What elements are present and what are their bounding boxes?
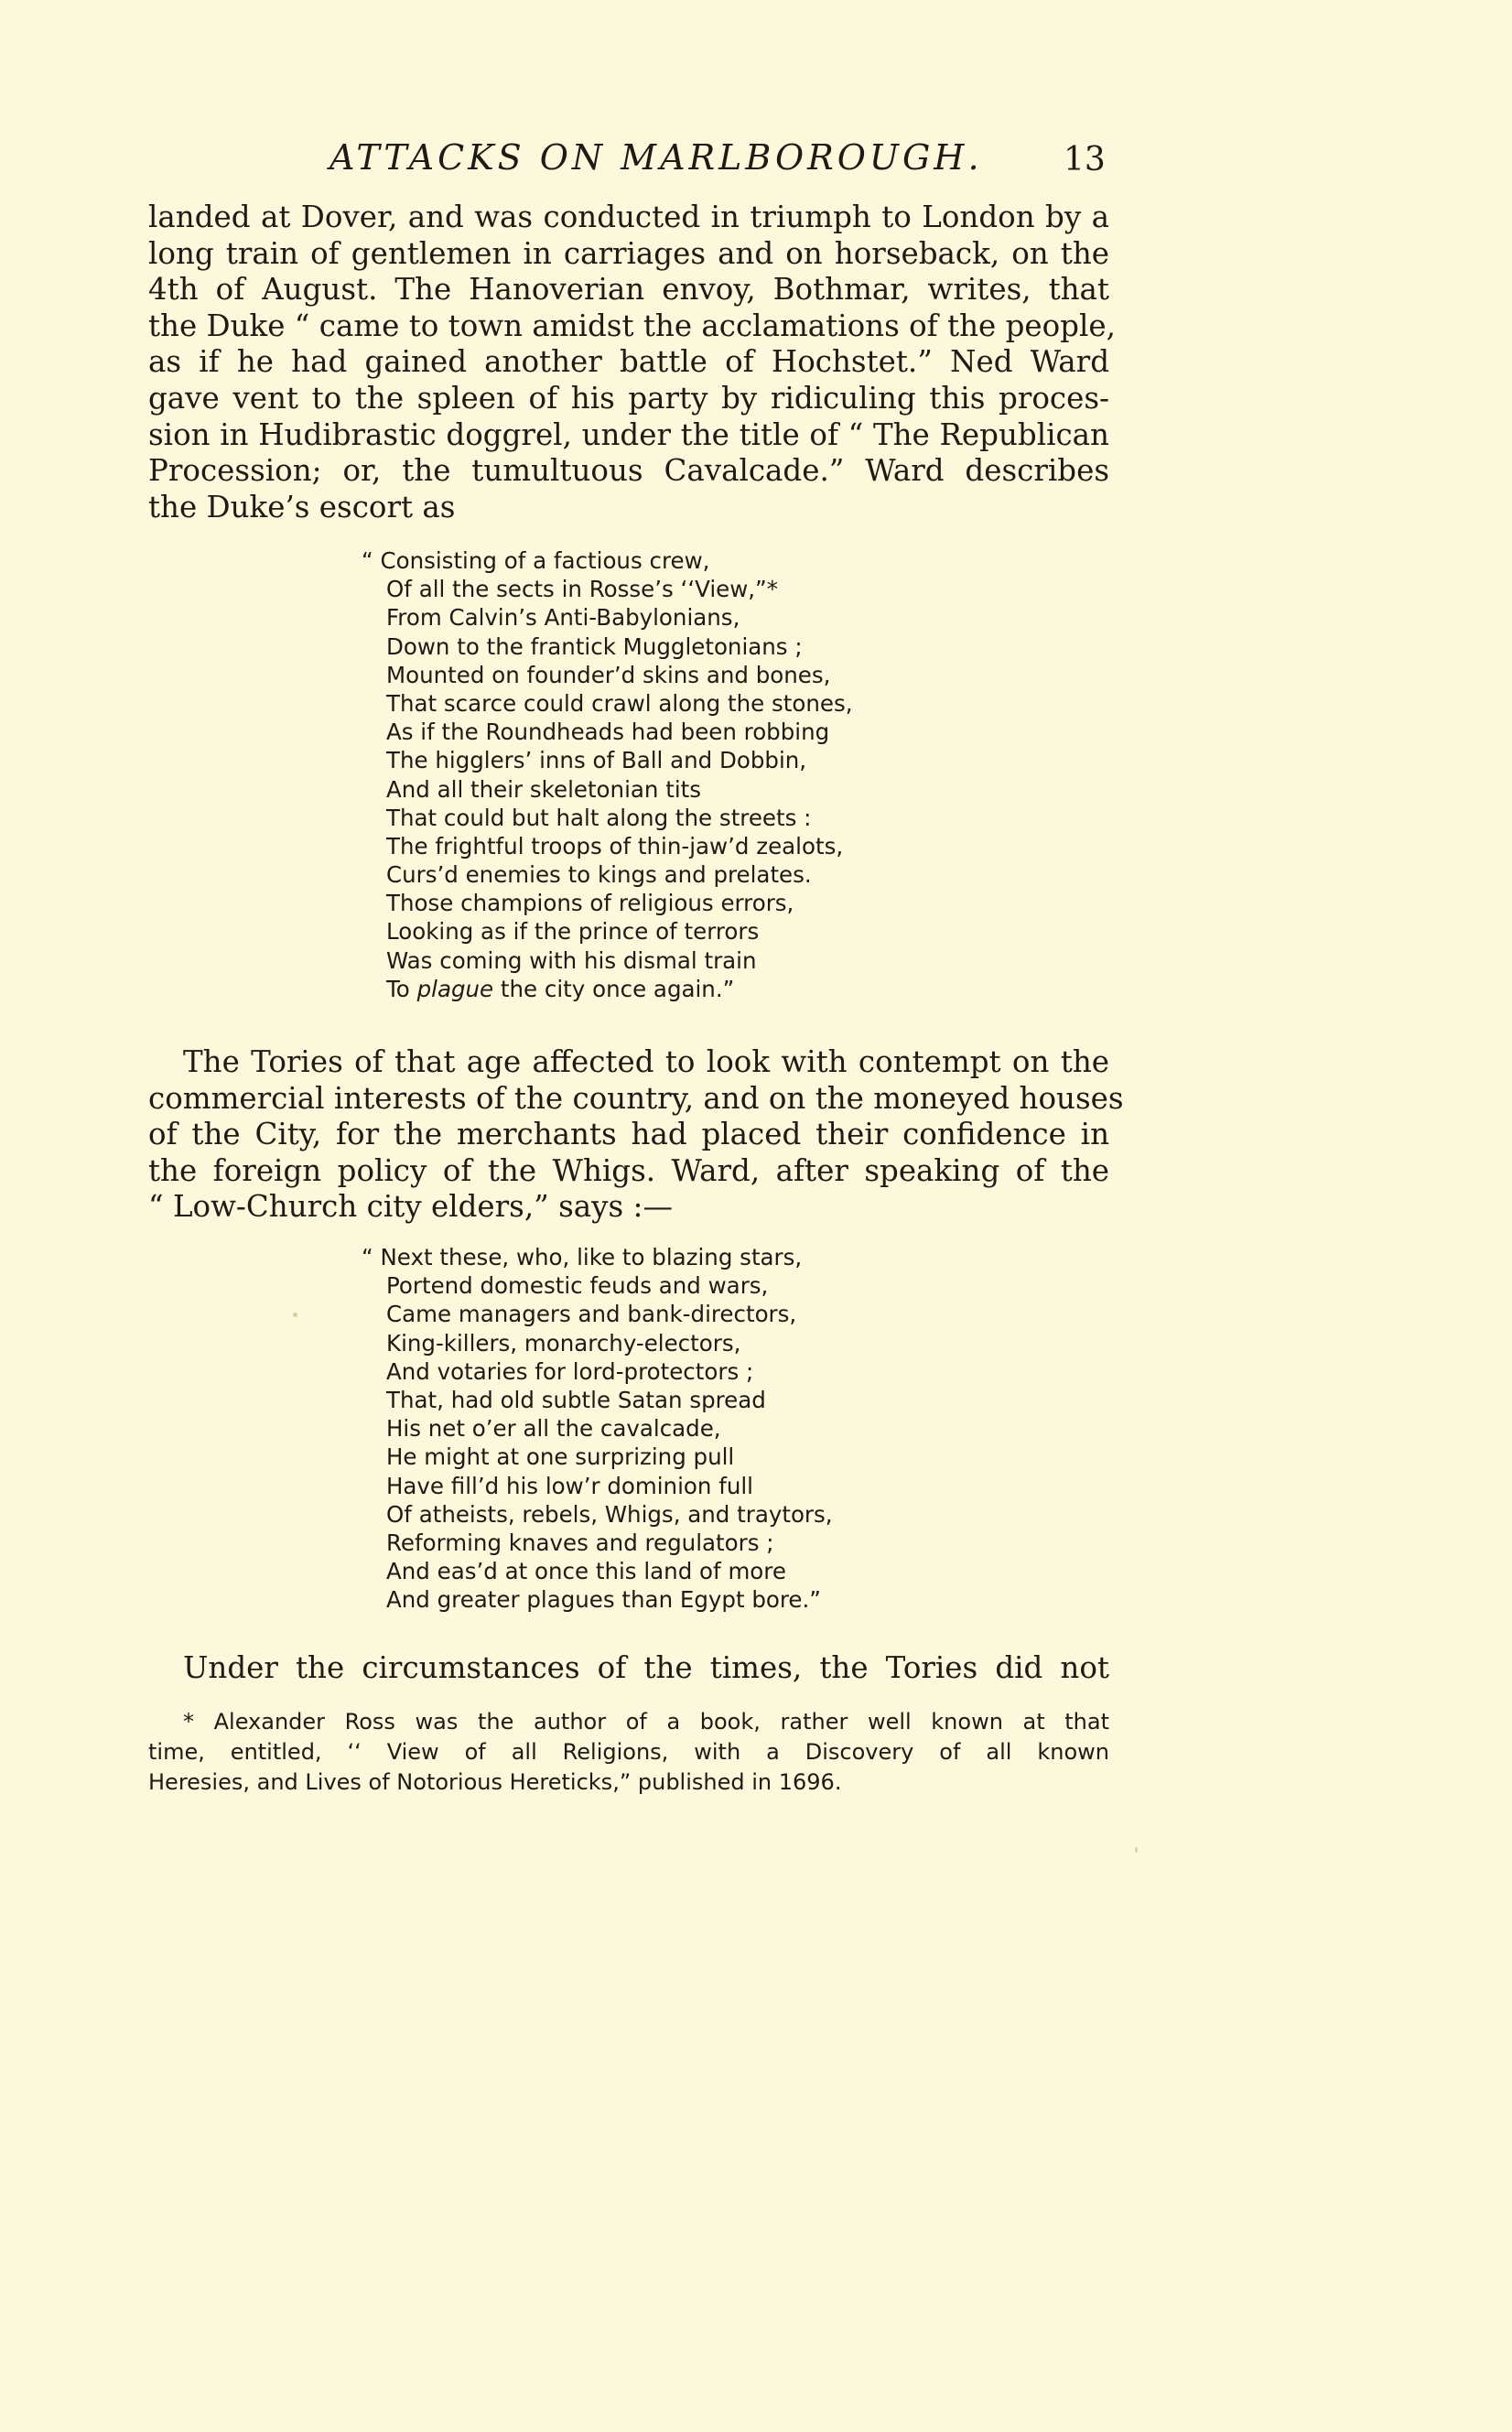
verse-line: King-killers, monarchy-electors, — [386, 1329, 741, 1357]
text-line: the Duke “ came to town amidst the acclamations of the people, — [148, 308, 1116, 343]
text-line: long train of gentlemen in carriages and on horseback, on the — [148, 235, 1109, 271]
verse-line: He might at one surprizing pull — [386, 1443, 735, 1471]
paragraph-1 — [148, 200, 1116, 525]
text-line: as if he had gained another battle of Hochstet.” Ned Ward — [148, 344, 1109, 380]
verse-line: Was coming with his dismal train — [386, 946, 757, 974]
page-number: 13 — [1064, 141, 1106, 178]
verse-line: That scarce could crawl along the stones, — [386, 689, 853, 717]
verse-line: The frightful troops of thin-jaw’d zealots, — [386, 832, 844, 859]
text-line: of the City, for the merchants had placed their confidence in — [148, 1117, 1109, 1152]
text-line: Procession; or, the tumultuous Cavalcade.” Ward describes — [148, 453, 1109, 489]
verse-line: Portend domestic feuds and wars, — [386, 1272, 769, 1300]
verse-line: And greater plagues than Egypt bore.” — [386, 1586, 821, 1614]
verse-prefix: To — [386, 975, 417, 1002]
text-line: commercial interests of the country, and on the moneyed houses — [148, 1080, 1124, 1116]
verse-line: Looking as if the prince of terrors — [386, 918, 760, 946]
text-line: 4th of August. The Hanoverian envoy, Bothmar, writes, that — [148, 272, 1109, 308]
verse-line: Have fill’d his low’r dominion full — [386, 1472, 753, 1499]
verse-line: That, had old subtle Satan spread — [386, 1386, 766, 1413]
verse-italic-word: plague — [416, 975, 494, 1002]
verse-line: Of atheists, rebels, Whigs, and traytors, — [386, 1500, 833, 1528]
text-line: the foreign policy of the Whigs. Ward, after speaking of the — [148, 1152, 1109, 1188]
verse-line: Came managers and bank-directors, — [386, 1301, 797, 1328]
verse-suffix: the city once again.” — [493, 975, 735, 1002]
footnote — [148, 1707, 1109, 1798]
running-title: ATTACKS ON MARLBOROUGH. — [329, 137, 983, 178]
paragraph-2 — [148, 1044, 1124, 1226]
verse-line: Curs’d enemies to kings and prelates. — [386, 861, 812, 889]
verse-line: Mounted on founder’d skins and bones, — [386, 661, 831, 688]
verse-line: As if the Roundheads had been robbing — [386, 719, 830, 746]
footnote-line: Heresies, and Lives of Notorious Hereticks,” published in 1696. — [148, 1769, 842, 1795]
text-line: “ Low-Church city elders,” says :— — [148, 1189, 674, 1225]
verse-quotation-1 — [362, 546, 947, 1003]
verse-line: Those champions of religious errors, — [386, 890, 794, 917]
verse-line: And all their skeletonian tits — [386, 775, 701, 803]
verse-line: And votaries for lord-protectors ; — [386, 1357, 754, 1385]
text-line: Under the circumstances of the times, the Tories did not — [183, 1650, 1109, 1685]
text-line: gave vent to the spleen of his party by ridiculing this proces- — [148, 380, 1109, 416]
text-line: the Duke’s escort as — [148, 489, 456, 524]
text-line: landed at Dover, and was conducted in triumph to London by a — [148, 200, 1109, 234]
verse-line: “ Consisting of a factious crew, — [362, 547, 710, 574]
running-head — [0, 137, 1512, 192]
verse-line: His net o’er all the cavalcade, — [386, 1415, 721, 1443]
verse-line: The higglers’ inns of Ball and Dobbin, — [386, 747, 807, 774]
text-line: sion in Hudibrastic doggrel, under the title of “ The Republican — [148, 416, 1109, 452]
verse-line: From Calvin’s Anti-Babylonians, — [386, 604, 740, 632]
paper-speck — [1135, 1847, 1138, 1853]
footnote-line: * Alexander Ross was the author of a book, rather well known at that — [183, 1709, 1109, 1735]
verse-line: Reforming knaves and regulators ; — [386, 1529, 774, 1556]
verse-line: “ Next these, who, like to blazing stars, — [362, 1244, 803, 1270]
verse-line: Down to the frantick Muggletonians ; — [386, 632, 803, 660]
text-line: The Tories of that age affected to look with contempt on the — [183, 1044, 1109, 1079]
paper-speck — [293, 1313, 297, 1317]
verse-line: Of all the sects in Rosse’s ‘‘View,”* — [386, 576, 778, 603]
verse-line: And eas’d at once this land of more — [386, 1558, 786, 1585]
paragraph-3 — [148, 1650, 1109, 1687]
verse-quotation-2 — [362, 1243, 947, 1614]
verse-line-last — [362, 975, 947, 1003]
verse-line: That could but halt along the streets : — [386, 804, 812, 831]
footnote-line: time, entitled, ‘‘ View of all Religions, with a Discovery of all known — [148, 1739, 1109, 1765]
